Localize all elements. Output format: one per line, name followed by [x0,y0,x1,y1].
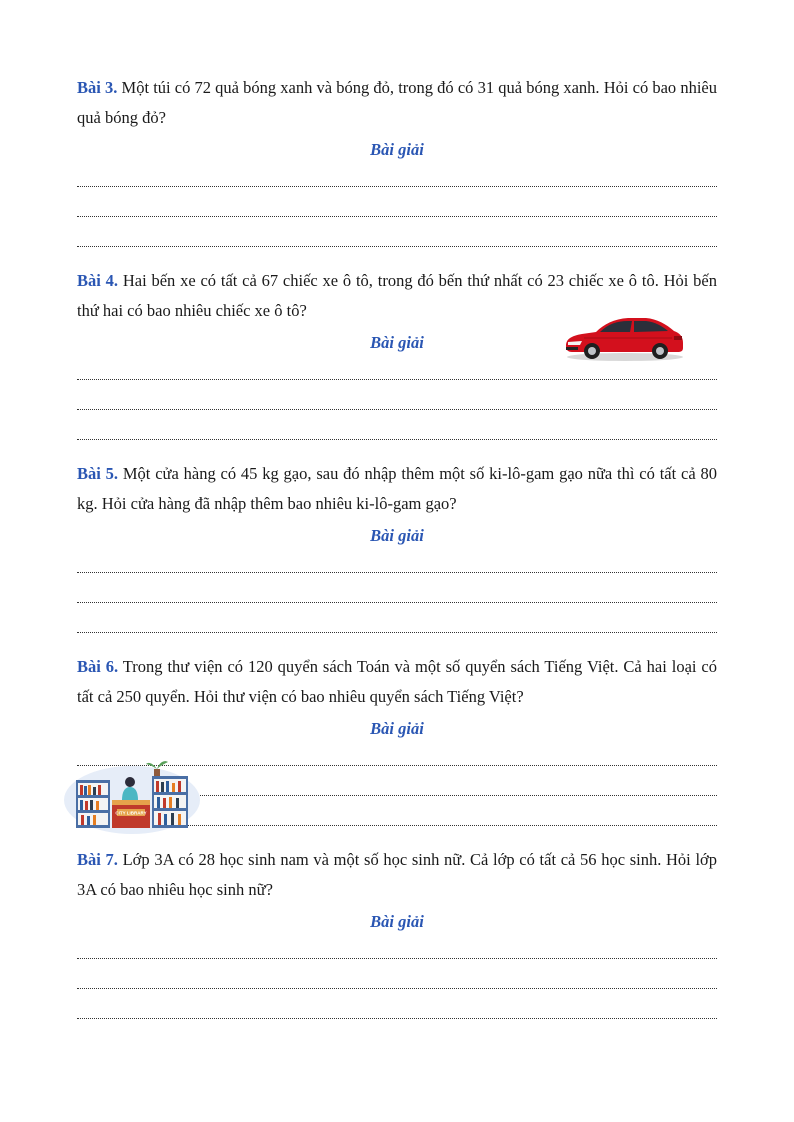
answer-line[interactable] [77,196,717,226]
answer-line[interactable] [77,582,717,612]
answer-line[interactable] [77,998,717,1028]
answer-line[interactable] [77,612,717,642]
problem-5-label: Bài 5. [77,464,119,483]
answer-line[interactable] [77,552,717,582]
problem-4-label: Bài 4. [77,271,119,290]
problem-4-statement: Hai bến xe có tất cả 67 chiếc xe ô tô, trong đó bến thứ nhất có 23 chiếc xe ô tô. Hỏi bến thứ hai có bao nhiêu chiếc xe ô tô? [77,271,718,320]
problem-6-solution-title: Bài giải [370,719,424,738]
problem-4-solution-title: Bài giải [370,333,424,352]
answer-line[interactable] [77,389,717,419]
answer-line[interactable] [77,938,717,968]
problem-5-solution-title: Bài giải [370,526,424,545]
library-sign-text: CITY LIBRARY [115,810,147,816]
problem-6-text [77,652,717,712]
answer-line[interactable] [77,359,717,389]
problem-3-solution-title: Bài giải [370,140,424,159]
problem-7-solution-title: Bài giải [370,912,424,931]
problem-3 [77,73,717,256]
problem-5-text [77,459,717,519]
library-illustration [62,754,202,834]
problem-5-statement: Một cửa hàng có 45 kg gạo, sau đó nhập thêm một số ki-lô-gam gạo nữa thì có tất cả 80 kg. Hỏi cửa hàng đã nhập thêm bao nhiêu ki-lô-gam gạo? [77,464,717,513]
problem-6-statement: Trong thư viện có 120 quyển sách Toán và một số quyển sách Tiếng Việt. Cả hai loại có tất cả 250 quyển. Hỏi thư viện có bao nhiêu quyển sách Tiếng Việt? [77,657,717,706]
red-car-illustration [562,312,686,362]
problem-7 [77,845,717,1028]
problem-7-statement: Lớp 3A có 28 học sinh nam và một số học sinh nữ. Cả lớp có tất cả 56 học sinh. Hỏi lớp 3A có bao nhiêu học sinh nữ? [77,850,718,899]
problem-6-label: Bài 6. [77,657,119,676]
answer-line[interactable] [77,226,717,256]
answer-line[interactable] [77,166,717,196]
problem-7-text [77,845,717,905]
answer-line[interactable] [77,968,717,998]
problem-3-statement: Một túi có 72 quả bóng xanh và bóng đỏ, trong đó có 31 quả bóng xanh. Hỏi có bao nhiêu quả bóng đỏ? [77,78,717,127]
problem-5 [77,459,717,642]
problem-7-label: Bài 7. [77,850,118,869]
problem-3-label: Bài 3. [77,78,118,97]
answer-line[interactable] [77,419,717,449]
problem-3-text [77,73,717,133]
